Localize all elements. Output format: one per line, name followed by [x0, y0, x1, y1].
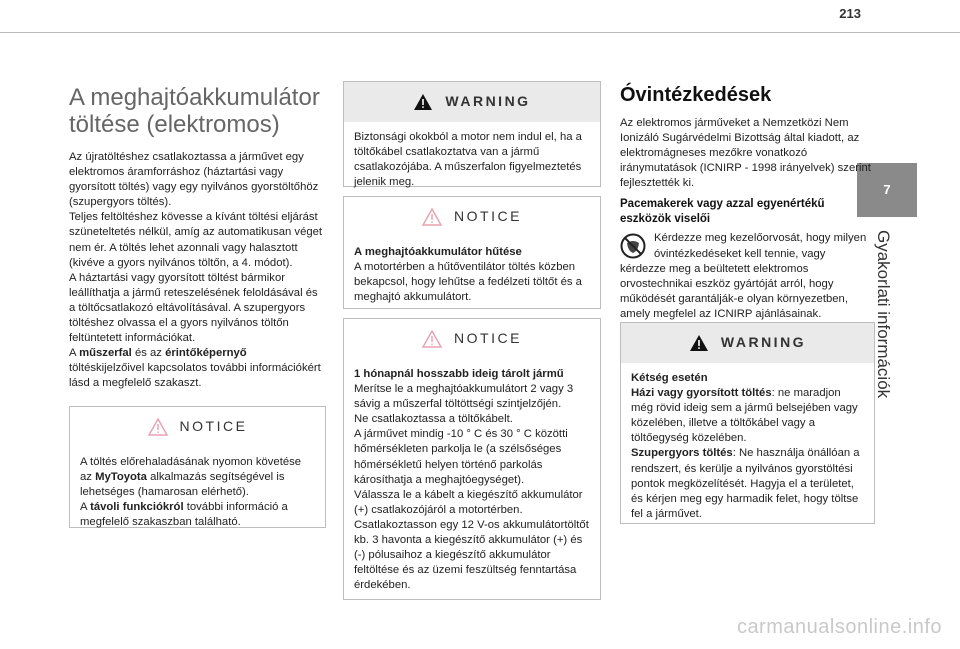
storage-step-1: Merítse le a meghajtóakkumulátort 2 vagy 3 sávig a műszerfal töltöttségi szintjelzőjén. — [354, 383, 574, 411]
full-charge-paragraph: Teljes feltöltéshez kövesse a kívánt töltési eljárást szüneteltetés nélkül, amíg az automatikusan véget nem ér. A töltés lehet azonnali vagy halasztott (kivéve a gyors nyilvános töltőn, a 4. módot). — [69, 211, 323, 269]
notice-box-cooling — [343, 196, 601, 309]
indicators-paragraph: A műszerfal és az érintőképernyő töltéskijelzőivel kapcsolatos további információkért lásd a megfelelő szakaszt. — [69, 347, 321, 390]
notice-heading: 1 hónapnál hosszabb ideig tárolt jármű — [354, 368, 564, 380]
notice-heading: A meghajtóakkumulátor hűtése — [354, 246, 522, 258]
notice-box-app — [69, 406, 326, 528]
warning-header — [621, 323, 874, 363]
notice-label: NOTICE — [179, 418, 248, 435]
notice-header — [344, 319, 600, 359]
notice-text: A motortérben a hűtőventilátor töltés közben bekapcsol, hogy lehűtse a fedélzeti töltőt és a meghajtó akkumulátort. — [354, 261, 582, 304]
pacemaker-paragraph: Kérdezze meg kezelőorvosát, hogy milyen óvintézkedéseket kell tennie, vagy kérdezze meg a beültetett elektromos orvostechnikai eszköz gyártóját arról, hogy működését garantálják-e olyan környezetben, amely megfelel az ICNIRP ajánlásainak. — [620, 232, 867, 320]
page-number: 213 — [839, 6, 861, 21]
section-title-line2: töltése (elektromos) — [69, 111, 280, 138]
warning-triangle-icon — [689, 334, 709, 352]
notice-text-2: A távoli funkciókról további információ a megfelelő szakaszban található. — [80, 501, 288, 529]
notice-label: NOTICE — [454, 208, 522, 225]
chapter-tab: 7 — [857, 163, 917, 217]
storage-step-2: Ne csatlakoztassa a töltőkábelt. — [354, 413, 513, 426]
warning-box-doubt — [620, 322, 875, 524]
superfast-charging-text: Szupergyors töltés: Ne használja önállóan a rendszert, és kerülje a nyilvános gyorstöltési pontok megközelítését. Hagyja el a területet, és kérjen meg egy harmadik felet, hogy töltse fel a járművet. — [631, 447, 860, 520]
storage-step-5: Csatlakoztasson egy 12 V-os akkumulátortöltőt kb. 3 havonta a kiegészítő akkumulátor (+) és (-) pólusaihoz a kiegészítő akkumulátor feltöltése és az üzemi feszültség fenntartása érdekében. — [354, 518, 589, 592]
chapter-title: Gyakorlati információk — [874, 230, 893, 399]
chapter-label-wrap — [873, 230, 903, 399]
warning-text: Biztonsági okokból a motor nem indul el, ha a töltőkábel csatlakoztatva van a jármű csatlakozójába. A műszerfalon figyelmeztetés jelenik meg. — [354, 131, 582, 189]
warning-box-engine — [343, 81, 601, 187]
left-column — [69, 84, 325, 392]
notice-box-storage — [343, 318, 601, 600]
no-pacemaker-icon — [620, 233, 646, 259]
watermark: carmanualsonline.info — [736, 616, 942, 638]
notice-triangle-icon — [148, 418, 168, 436]
warning-heading: Kétség esetén — [631, 372, 708, 384]
precautions-title: Óvintézkedések — [620, 84, 772, 106]
section-title-line1: A meghajtóakkumulátor — [69, 84, 320, 111]
storage-step-4: Válassza le a kábelt a kiegészítő akkumulátor (+) csatlakozójáról a motortérben. — [354, 488, 583, 516]
notice-triangle-icon — [422, 330, 442, 348]
warning-header — [344, 82, 600, 122]
pacemaker-subtitle: Pacemakerek vagy azzal egyenértékű eszközök viselői — [620, 198, 825, 226]
home-charging-text: Házi vagy gyorsított töltés: ne maradjon még rövid ideig sem a jármű belsejében vagy közelében, illetve a töltőkábel vagy a töltőegység közelében. — [631, 387, 858, 445]
intro-paragraph: Az újratöltéshez csatlakoztassa a járművet egy elektromos áramforráshoz (háztartási vagy gyorsított töltés) vagy egy nyilvános gyorstöltőhöz (szupergyors töltés). — [69, 151, 319, 209]
stop-charge-paragraph: A háztartási vagy gyorsított töltést bármikor leállíthatja a jármű reteszelésének feloldásával és a töltőcsatlakozó eltávolításával. A szupergyors töltéshez olvassa el a gyors nyilvános töltőn feltüntetett információkat. — [69, 271, 318, 345]
icnirp-paragraph: Az elektromos járműveket a Nemzetközi Nem Ionizáló Sugárvédelmi Bizottság által kiadott, az elektromágneses mezőkre vonatkozó iránymutatások (ICNIRP - 1998 irányelvek) szerint fejlesztették ki. — [620, 117, 871, 190]
storage-step-3: A járművet mindig -10 ° C és 30 ° C közötti hőmérsékleten parkolja le (a szélsőséges hőmérsékletű helyen történő parkolás károsíthatja a meghajtóegységet). — [354, 428, 568, 486]
warning-label: WARNING — [445, 93, 531, 110]
notice-header — [70, 407, 325, 447]
warning-triangle-icon — [413, 93, 433, 111]
header-rule — [0, 32, 960, 33]
right-column — [620, 84, 872, 322]
notice-header — [344, 197, 600, 237]
notice-text-1: A töltés előrehaladásának nyomon követése az MyToyota alkalmazás segítségével is lehetséges (hamarosan elérhető). — [80, 456, 302, 499]
warning-label: WARNING — [720, 334, 807, 351]
notice-triangle-icon — [422, 208, 442, 226]
notice-label: NOTICE — [454, 330, 522, 347]
